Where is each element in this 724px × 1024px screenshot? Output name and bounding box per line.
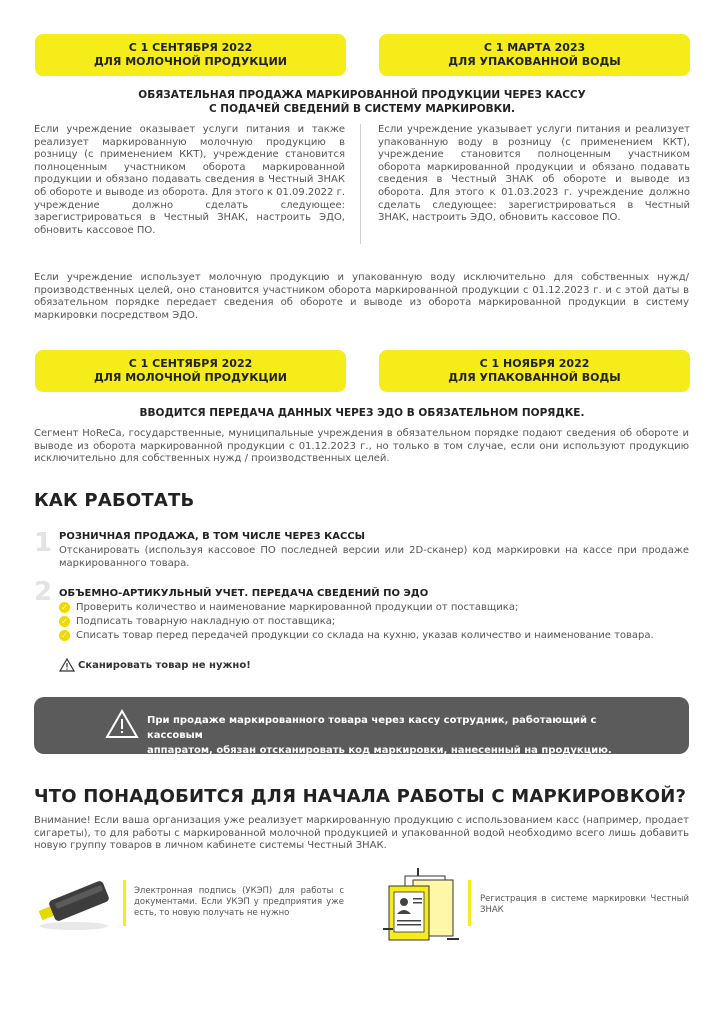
step2-number: 2 <box>34 577 53 607</box>
badge-water-mar-2023 <box>379 34 690 76</box>
section1-title-line2: С ПОДАЧЕЙ СВЕДЕНИЙ В СИСТЕМУ МАРКИРОВКИ. <box>208 103 516 115</box>
section2-title: ВВОДИТСЯ ПЕРЕДАЧА ДАННЫХ ЧЕРЕЗ ЭДО В ОБЯЗАТЕЛЬНОМ ПОРЯДКЕ. <box>139 407 585 419</box>
check-text: Подписать товарную накладную от поставщика; <box>76 616 336 627</box>
column-divider <box>360 124 361 244</box>
need-heading: ЧТО ПОНАДОБИТСЯ ДЛЯ НАЧАЛА РАБОТЫ С МАРКИРОВКОЙ? <box>34 786 687 807</box>
no-scan-text: Сканировать товар не нужно! <box>78 659 251 671</box>
how-heading: КАК РАБОТАТЬ <box>34 490 195 511</box>
usb-token-icon <box>34 872 114 932</box>
section1-full-text: Если учреждение использует молочную продукцию и упакованную воду исключительно для собственных нужд/производственных целей, оно становится участником оборота маркированной продукции с 01.12.2023 г. и с этой даты в обязательном порядке передает сведения об обороте и выводе из оборота маркированной продукции в систему маркировки посредством ЭДО. <box>34 272 689 321</box>
badge-line1: С 1 СЕНТЯБРЯ 2022 <box>128 357 253 370</box>
documents-icon <box>383 868 463 948</box>
need-item2-text: Регистрация в системе маркировки Честный ЗНАК <box>480 894 689 915</box>
step1-text: Отсканировать (используя кассовое ПО последней версии или 2D-сканер) код маркировки на кассе при продаже маркированного товара. <box>59 545 689 569</box>
badge-water-nov-2022 <box>379 350 690 392</box>
check-item <box>59 630 654 641</box>
section1-title-line1: ОБЯЗАТЕЛЬНАЯ ПРОДАЖА МАРКИРОВАННОЙ ПРОДУКЦИИ ЧЕРЕЗ КАССУ <box>138 89 586 101</box>
warning-triangle-icon <box>59 658 75 672</box>
section2-text: Сегмент HoReCa, государственные, муниципальные учреждения в обязательном порядке подают сведения об обороте и выводе из оборота маркированной продукции с 01.12.2023 г., но только в том случае, если они используют продукцию исключительно для собственных нужд / производственных целей. <box>34 428 689 465</box>
badge-line2: ДЛЯ УПАКОВАННОЙ ВОДЫ <box>448 55 621 68</box>
step2-title: ОБЪЕМНО-АРТИКУЛЬНЫЙ УЧЕТ. ПЕРЕДАЧА СВЕДЕНИЙ ПО ЭДО <box>59 588 429 599</box>
warning-line2: аппаратом, обязан отсканировать код маркировки, нанесенный на продукцию. <box>147 745 612 756</box>
warning-text <box>147 713 617 758</box>
item2-accent-bar <box>468 880 471 926</box>
badge-line1: С 1 СЕНТЯБРЯ 2022 <box>128 41 253 54</box>
check-item <box>59 616 335 627</box>
need-item1-text: Электронная подпись (УКЭП) для работы с документами. Если УКЭП у предприятия уже есть, то новую получать не нужно <box>134 886 344 918</box>
item1-accent-bar <box>123 880 126 926</box>
section1-left-text: Если учреждение оказывает услуги питания и также реализует маркированную молочную продукцию в розницу (с применением ККТ), учреждение становится полноценным участником оборота маркированной продукции и обязано подавать сведения в Честный ЗНАК об обороте и выводе из оборота. Для этого к 01.09.2022 г. учреждение должно сделать следующее: зарегистрироваться в Честный ЗНАК, настроить ЭДО, обновить кассовое ПО. <box>34 124 345 236</box>
need-text: Внимание! Если ваша организация уже реализует маркированную продукцию с использованием касс (например, продает сигареты), то для работы с маркированной молочной продукцией и упакованной водой необходимо всего лишь добавить новую группу товаров в личном кабинете системы Честный ЗНАК. <box>34 815 689 852</box>
no-scan-note <box>59 658 251 672</box>
badge-line1: С 1 НОЯБРЯ 2022 <box>479 357 590 370</box>
check-icon: ✓ <box>59 630 70 641</box>
check-text: Списать товар перед передачей продукции со склада на кухню, указав количество и наименование товара. <box>76 630 654 641</box>
section1-right-text: Если учреждение указывает услуги питания и реализует упакованную воду в розницу (с применением ККТ), учреждение становится полноценным участником оборота маркированной продукции и обязано подавать сведения в Честный ЗНАК об обороте и выводе из оборота. Для этого к 01.03.2023 г. учреждение должно сделать следующее: зарегистрироваться в Честный ЗНАК, настроить ЭДО, обновить кассовое ПО. <box>378 124 690 224</box>
warning-triangle-icon <box>105 709 139 739</box>
warning-line1: При продаже маркированного товара через кассу сотрудник, работающий с кассовым <box>147 715 597 741</box>
badge-line2: ДЛЯ МОЛОЧНОЙ ПРОДУКЦИИ <box>93 371 287 384</box>
badge-line2: ДЛЯ МОЛОЧНОЙ ПРОДУКЦИИ <box>93 55 287 68</box>
check-icon: ✓ <box>59 602 70 613</box>
step1-number: 1 <box>34 528 53 558</box>
check-icon: ✓ <box>59 616 70 627</box>
badge-line1: С 1 МАРТА 2023 <box>483 41 586 54</box>
check-text: Проверить количество и наименование маркированной продукции от поставщика; <box>76 602 519 613</box>
badge-dairy-sep-2022 <box>35 34 346 76</box>
badge-dairy-sep-2022-edo <box>35 350 346 392</box>
check-item <box>59 602 518 613</box>
badge-line2: ДЛЯ УПАКОВАННОЙ ВОДЫ <box>448 371 621 384</box>
step1-title: РОЗНИЧНАЯ ПРОДАЖА, В ТОМ ЧИСЛЕ ЧЕРЕЗ КАССЫ <box>59 531 366 542</box>
